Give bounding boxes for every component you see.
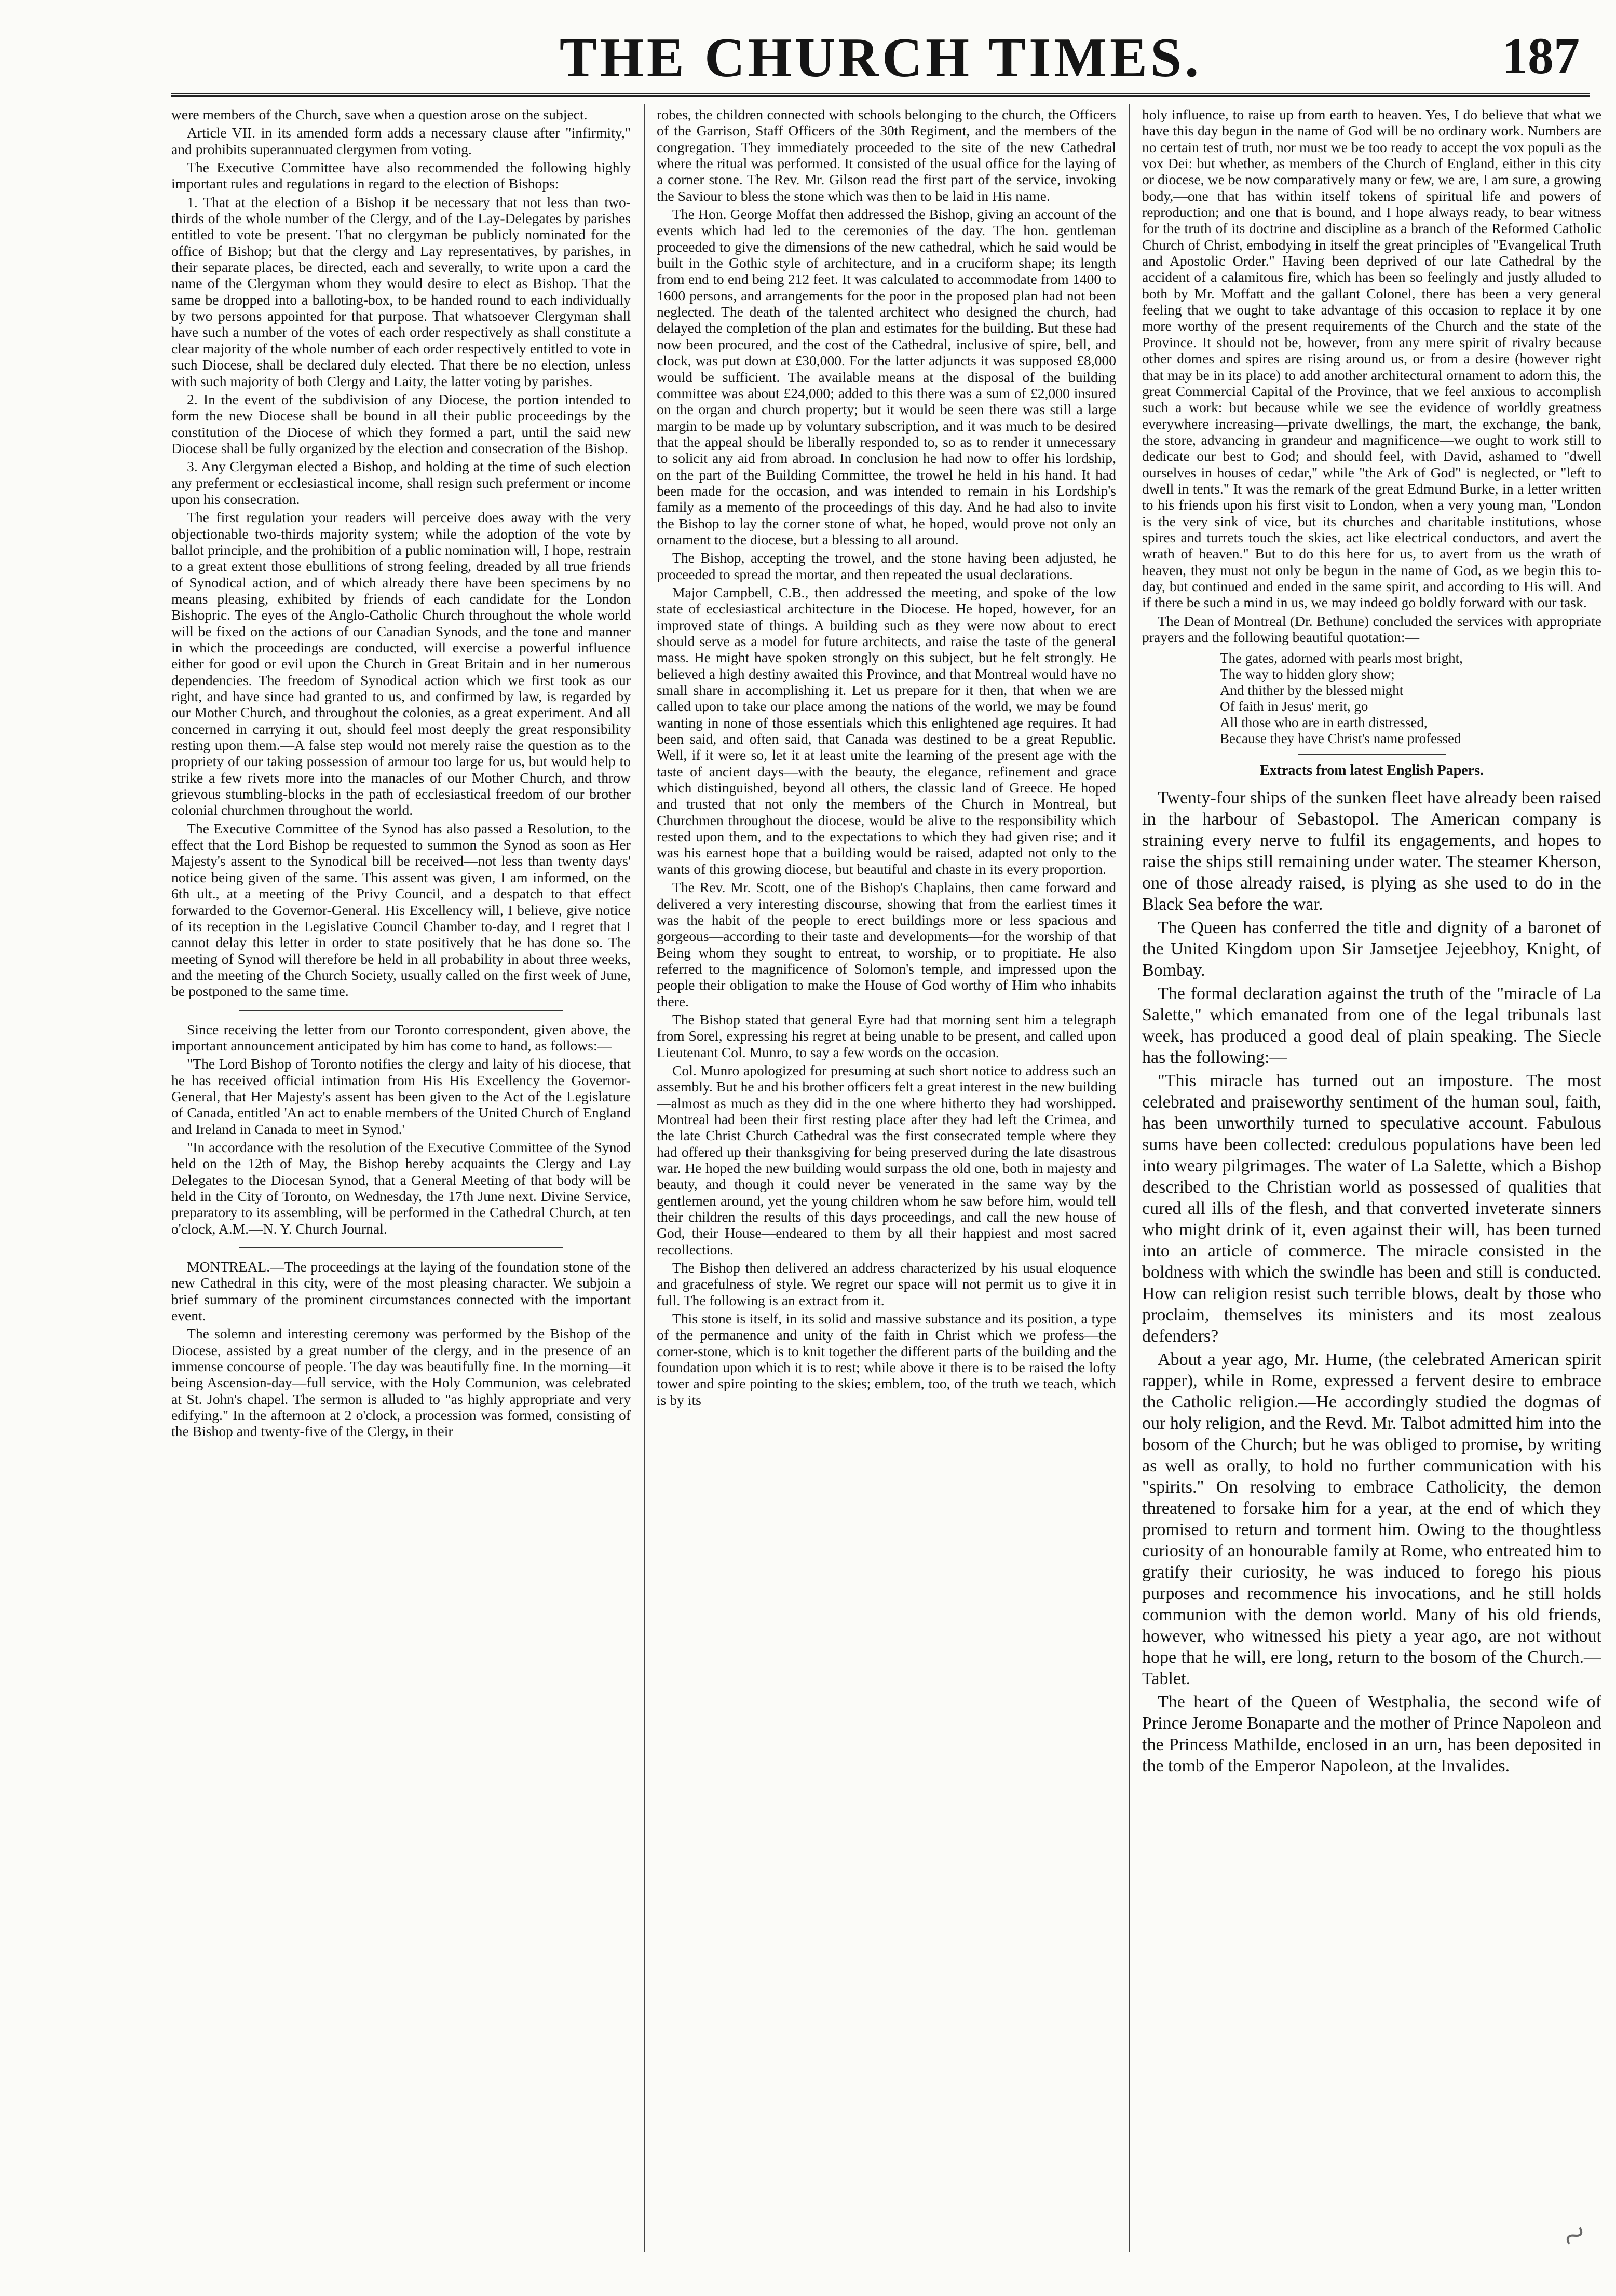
paragraph: Since receiving the letter from our Toronto correspondent, given above, the important announcement anticipated by him has come to hand, as follows:— — [171, 1021, 631, 1054]
paragraph: The solemn and interesting ceremony was performed by the Bishop of the Diocese, assisted by a great number of the clergy, and in the presence of an immense concourse of people. The day was beautifully fine. In the morning—it being Ascension-day—full service, with the Holy Communion, was celebrated at St. John's chapel. The sermon is alluded to "as highly appropriate and very edifying." In the afternoon at 2 o'clock, a procession was formed, consisting of the Bishop and twenty-five of the Clergy, in their — [171, 1325, 631, 1440]
section-heading: Extracts from latest English Papers. — [1259, 762, 1484, 779]
paragraph: The Bishop stated that general Eyre had that morning sent him a telegraph from Sorel, expressing his regret at being unable to be present, and called upon Lieutenant Col. Munro, to say a few words on the occasion. — [657, 1011, 1116, 1060]
paragraph: "The Lord Bishop of Toronto notifies the clergy and laity of his diocese, that he has received official intimation from His His Excellency the Governor-General, that Her Majesty's assent has been given to the Act of the Legislature of Canada, entitled 'An act to enable members of the United Church of England and Ireland in Canada to meet in Synod.' — [171, 1056, 631, 1137]
paragraph: The Executive Committee have also recommended the following highly important rules and regulations in regard to the election of Bishops: — [171, 159, 631, 192]
paragraph: Article VII. in its amended form adds a necessary clause after "infirmity," and prohibits superannuated clergymen from voting. — [171, 125, 631, 157]
column-rule-2 — [1129, 104, 1130, 2252]
paragraph: MONTREAL.—The proceedings at the laying of the foundation stone of the new Cathedral in this city, were of the most pleasing character. We subjoin a brief summary of the prominent circumstances connected with the important event. — [171, 1259, 631, 1324]
column-rule-1 — [644, 104, 645, 2252]
poem-line: The way to hidden glory show; — [1220, 666, 1395, 682]
paragraph: holy influence, to raise up from earth to heaven. Yes, I do believe that what we have this day begun in the name of God will be no ordinary work. Numbers are no certain test of truth, nor must we be too ready to accept the vox populi as the vox Dei: but whether, as members of the Church of England, either in this city or diocese, we be now comparatively many or few, we are, I am sure, a growing body,—one that has within itself tokens of spiritual life and powers of reproduction; and one that is bound, and I hope always ready, to bear witness for the truth of its doctrine and discipline as a branch of the Reformed Catholic Church of Christ, embodying in itself the great principles of "Evangelical Truth and Apostolic Order." Having been deprived of our late Cathedral by the accident of a calamitous fire, which has been so feelingly and justly alluded to both by Mr. Moffatt and the gallant Colonel, there has been a very general feeling that we ought to take advantage of this occasion to replace it by one more worthy of the present requirements of the Church and the state of the Province. It should not be, however, from any mere spirit of rivalry because other domes and spires are rising around us, or from a desire (however right that may be in its place) to add another architectural ornament to adorn this, the great Commercial Capital of the Province, that we feel anxious to accomplish such a work: but because while we see the evidence of worldly greatness everywhere increasing—private dwellings, the mart, the exchange, the bank, the store, advancing in grandeur and magnificence—we ought to work still to dedicate our best to God; and should feel, with David, ashamed to "dwell ourselves in houses of cedar," while "the Ark of God" is neglected, or "left to dwell in tents." It was the remark of the great Edmund Burke, in a letter written to his friends upon his first visit to London, when a very young man, "London is the very sink of vice, but its churches and charitable institutions, whose spires and turrets touch the skies, act like electrical conductors, and avert the wrath of heaven." But to do this here for us, to avert from us the wrath of heaven, they must not only be begun in the name of God, as we begin this to-day, but continued and ended in the same spirit, and according to His will. And if there be such a mind in us, we may indeed go boldly forward with our task. — [1142, 106, 1601, 611]
page-number: 187 — [1502, 27, 1580, 85]
masthead — [171, 16, 1590, 97]
paragraph: The heart of the Queen of Westphalia, the second wife of Prince Jerome Bonaparte and the mother of Prince Napoleon and the Princess Mathilde, enclosed in an urn, has been deposited in the tomb of the Emperor Napoleon, at the Invalides. — [1142, 1692, 1601, 1775]
paragraph: robes, the children connected with schools belonging to the church, the Officers of the Garrison, Staff Officers of the 30th Regiment, and the members of the congregation. They immediately proceeded to the site of the new Cathedral where the ritual was performed. It consisted of the usual office for the laying of a corner stone. The Rev. Mr. Gilson read the first part of the service, invoking the Saviour to bless the stone which was then to be laid in His name. — [657, 106, 1116, 204]
newspaper-title: THE CHURCH TIMES. — [559, 27, 1202, 89]
paragraph: This stone is itself, in its solid and massive substance and its position, a type of the permanence and unity of the faith in Christ which we profess—the corner-stone, which is to knit together the different parts of the building and the foundation upon which it is to rest; while above it there is to be raised the lofty tower and spire pointing to the skies; emblem, too, of the truth we teach, which is by its — [657, 1310, 1116, 1408]
section-divider — [1298, 754, 1446, 755]
extracts-section — [1142, 787, 1601, 1776]
paragraph: were members of the Church, save when a question arose on the subject. — [171, 106, 588, 122]
paragraph: The Dean of Montreal (Dr. Bethune) concluded the services with appropriate prayers and the following beautiful quotation:— — [1142, 612, 1601, 645]
section-divider — [239, 1247, 563, 1248]
paragraph: The Hon. George Moffat then addressed the Bishop, giving an account of the events which had led to the ceremonies of the day. The hon. gentleman proceeded to give the dimensions of the new cathedral, which he said would be built in the Gothic style of architecture, and in a cruciform shape; its length from end to end being 212 feet. It was calculated to accommodate from 1400 to 1600 persons, and arrangements for the poor in the proposed plan had not been neglected. The death of the talented architect who designed the church, had delayed the completion of the plan and estimates for the building. But these had now been procured, and the cost of the Cathedral, inclusive of spire, bell, and clock, was put down at £30,000. For the latter adjuncts it was supposed £8,000 would be sufficient. The available means at the disposal of the building committee was about £24,000; added to this there was a sum of £2,000 insured on the organ and church property; but it would be seen there was still a large margin to be made up by voluntary subscription, and it was much to be desired that the appeal should be liberally responded to, so as to render it unnecessary to solicit any aid from abroad. In conclusion he had now to offer his lordship, on the part of the Building Committee, the trowel he held in his hand. It had been made for the occasion, and was intended to remain in his Lordship's family as a memento of the proceedings of this day. And he had also to invite the Bishop to lay the corner stone of what, he hoped, would prove not only an ornament to the diocese, but a blessing to all around. — [657, 206, 1116, 548]
poem-line: And thither by the blessed might — [1220, 682, 1404, 699]
poem-line: Of faith in Jesus' merit, go — [1220, 699, 1368, 715]
corner-scribble: ~ — [1552, 2210, 1597, 2261]
poem-line: All those who are in earth distressed, — [1220, 715, 1428, 731]
paragraph: Major Campbell, C.B., then addressed the meeting, and spoke of the low state of ecclesiastical architecture in the Diocese. He hoped, however, for an improved state of things. A building such as they were now about to erect should serve as a model for future architects, and raise the taste of the general mass. He might have spoken strongly on this subject, but he felt strongly. He believed a high destiny awaited this Province, and that Montreal would have no small share in accomplishing it. Let us prepare for it then, that when we are called upon to take our place among the nations of the world, we may be found wanting in none of those essentials which this enlightened age requires. It had been said, and often said, that Canada was destined to be a great Republic. Well, if it were so, let it at least unite the learning of the present age with the taste of ancient days—with the beauty, the elegance, refinement and grace which distinguished, beyond all others, the classic land of Greece. He hoped and trusted that not only the members of the Church in Montreal, but Churchmen throughout the diocese, would be alive to the responsibility which rested upon them, and to the expectations to which they had given rise; and it was his earnest hope that a building would be raised, adapted not only to the wants of this growing diocese, but beautiful and chaste in its every proportion. — [657, 584, 1116, 877]
paragraph: Twenty-four ships of the sunken fleet have already been raised in the harbour of Sebastopol. The American company is straining every nerve to fulfil its engagements, and hopes to raise the ships still remaining under water. The steamer Kherson, one of those already raised, is plying as she used to do in the Black Sea before the war. — [1142, 788, 1601, 914]
paragraph: About a year ago, Mr. Hume, (the celebrated American spirit rapper), while in Rome, expressed a fervent desire to embrace the Catholic religion.—He accordingly studied the dogmas of our holy religion, and the Revd. Mr. Talbot admitted him into the bosom of the Church; but he was obliged to promise, by writing as well as orally, to hold no further communication with his "spirits." On resolving to embrace Catholicity, the demon threatened to forsake him for a year, at the end of which they promised to return and torment him. Owing to the thoughtless curiosity of an honourable family at Rome, who entreated him to gratify their curiosity, he was induced to forego his pious purposes and recommence his invocations, and he still holds communion with the demon world. Many of his old friends, however, who witnessed his piety a year ago, are not without hope that he will, ere long, return to the bosom of the Church.—Tablet. — [1142, 1349, 1601, 1688]
column-3 — [1142, 106, 1601, 2260]
paragraph: The first regulation your readers will perceive does away with the very objectionable two-thirds majority system; while the adoption of the vote by ballot principle, and the prohibition of a public nomination will, I hope, restrain to a great extent those ebullitions of strong feeling, dreaded by all true friends of Synodical action, and of which already there have been specimens by no means pleasing, exhibited by friends of each candidate for the London Bishopric. The eyes of the Anglo-Catholic Church throughout the whole world will be fixed on the actions of our Canadian Synods, and the tone and manner in which the proceedings are conducted, will exercise a powerful influence either for good or evil upon the Church in Great Britain and in her numerous dependencies. The freedom of Synodical action which we first took as our right, and have since had granted to us, and confirmed by law, is regarded by our Mother Church, and throughout the colonies, as a great experiment. And all concerned in carrying it out, should feel most deeply the great responsibility resting upon them.—A false step would not merely raise the question as to the propriety of our taking possession of armour too large for us, but would help to strike a few rivets more into the manacles of our Mother Church, and throw grievous stumbling-blocks in the path of ecclesiastical freedom of our brother colonial churchmen throughout the world. — [171, 509, 631, 818]
paragraph: "In accordance with the resolution of the Executive Committee of the Synod held on the 12th of May, the Bishop hereby acquaints the Clergy and Lay Delegates to the Diocesan Synod, that a General Meeting of that body will be held in the City of Toronto, on Wednesday, the 17th June next. Divine Service, preparatory to its assembling, will be performed in the Cathedral Church, at ten o'clock, A.M.—N. Y. Church Journal. — [171, 1139, 631, 1237]
column-1 — [171, 106, 631, 2260]
paragraph: The Bishop then delivered an address characterized by his usual eloquence and gracefulness of style. We regret our space will not permit us to give it in full. The following is an extract from it. — [657, 1260, 1116, 1308]
paragraph: The Bishop, accepting the trowel, and the stone having been adjusted, he proceeded to spread the mortar, and then repeated the usual declarations. — [657, 550, 1116, 582]
paragraph: The Rev. Mr. Scott, one of the Bishop's Chaplains, then came forward and delivered a very interesting discourse, showing that from the earliest times it was the habit of the people to erect buildings more or less spacious and gorgeous—according to their taste and developments—for the worship of that Being whom they sought to entreat, to worship, or to propitiate. He also referred to the magnificence of Solomon's temple, and impressed upon the people their obligation to make the House of God worthy of Him who inhabits there. — [657, 879, 1116, 1009]
poem-line: Because they have Christ's name professed — [1220, 731, 1461, 747]
paragraph: Col. Munro apologized for presuming at such short notice to address such an assembly. But he and his brother officers felt a great interest in the new building—almost as much as they did in the one where hitherto they had worshipped. Montreal had been their first resting place after they had left the Crimea, and the late Christ Church Cathedral was the first consecrated temple where they had offered up their thanksgiving for being preserved during the late disastrous war. He hoped the new building would surpass the old one, both in majesty and beauty, and though it could never be venerated in the same way by the gentlemen around, yet the young children whom he saw before him, would tell their children the results of this days proceedings, and call the new house of God, their House—endeared to them by all their happiest and most sacred recollections. — [657, 1062, 1116, 1258]
paragraph: The Executive Committee of the Synod has also passed a Resolution, to the effect that the Lord Bishop be requested to summon the Synod as soon as Her Majesty's assent to the Synodical bill be received—not less than twenty days' notice being given of the same. This assent was given, I am informed, on the 6th ult., at a meeting of the Privy Council, and a despatch to that effect forwarded to the Governor-General. His Excellency will, I believe, give notice of its reception in the Legislative Council Chamber to-day, and I regret that I cannot delay this letter in order to state positively that he has done so. The meeting of Synod will therefore be held in all probability in about three weeks, and the meeting of the Church Society, usually called on the first week of June, be postponed to the same time. — [171, 820, 631, 1000]
paragraph: "This miracle has turned out an imposture. The most celebrated and praiseworthy sentiment of the human soul, faith, has been unworthily turned to speculative account. Fabulous sums have been collected: credulous populations have been led into weary pilgrimages. The water of La Salette, which a Bishop described to the Christian world as possessed of qualities that cured all ills of the flesh, and that converted inveterate sinners who might drink of it, even against their will, has been turned into an article of commerce. The miracle consisted in the boldness with which the swindle has been and still is conducted. How can religion resist such terrible blows, dealt by those who proclaim, themselves its ministers and its most zealous defenders? — [1142, 1071, 1601, 1346]
poem-line: The gates, adorned with pearls most bright, — [1220, 650, 1463, 666]
column-2 — [657, 106, 1116, 2260]
paragraph: The formal declaration against the truth of the "miracle of La Salette," which emanated from one of the legal tribunals last week, has produced a good deal of plain speaking. The Siecle has the following:— — [1142, 983, 1601, 1067]
section-divider — [239, 1010, 563, 1011]
poem-quotation — [1220, 650, 1601, 747]
paragraph: The Queen has conferred the title and dignity of a baronet of the United Kingdom upon Sir Jamsetjee Jejeebhoy, Knight, of Bombay. — [1142, 918, 1601, 980]
paragraph: 3. Any Clergyman elected a Bishop, and holding at the time of such election any preferment or ecclesiastical income, shall resign such preferment or income upon his consecration. — [171, 458, 631, 507]
paragraph: 1. That at the election of a Bishop it be necessary that not less than two-thirds of the whole number of the Clergy, and of the Lay-Delegates by parishes entitled to vote be present. That no clergyman be publicly nominated for the office of Bishop; but that the clergy and Lay representatives, by parishes, in their separate places, be directed, each and severally, to write upon a card the name of the Clergyman whom they would desire to elect as Bishop. That the same be dropped into a balloting-box, to be handed round to each individually by two persons appointed for that purpose. That whatsoever Clergyman shall have such a number of the votes of each order respectively as shall constitute a clear majority of the whole number of each order respectively entitled to vote in such Diocese, shall be declared duly elected. That there be no election, unless with such majority of both Clergy and Laity, the latter voting by parishes. — [171, 194, 631, 389]
paragraph: 2. In the event of the subdivision of any Diocese, the portion intended to form the new Diocese shall be bound in all their public proceedings by the constitution of the Diocese of which they formed a part, until the said new Diocese shall be fully organized by the election and consecration of the Bishop. — [171, 391, 631, 456]
